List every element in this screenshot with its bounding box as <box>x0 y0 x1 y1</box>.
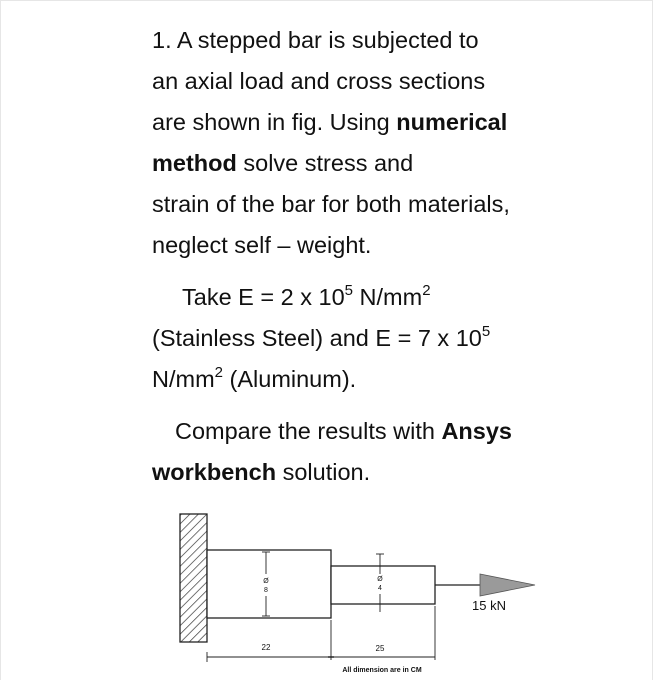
diameter-symbol-large: Ø <box>263 578 269 585</box>
load-arrow <box>435 574 535 596</box>
paragraph-compare <box>152 411 572 493</box>
materials-line-2 <box>152 318 572 359</box>
units-note: All dimension are in CM <box>342 667 422 674</box>
ansys-bold: Ansys <box>441 418 512 444</box>
e-steel-unit: N/mm <box>353 284 423 310</box>
diameter-value-small: 4 <box>378 585 382 592</box>
workbench-bold: workbench <box>152 459 277 485</box>
e-steel-value: Take E = 2 x 10 <box>182 284 345 310</box>
paragraph-problem <box>152 20 572 266</box>
compare-line-1-text: Compare the results with <box>175 418 442 444</box>
e-steel-exponent: 5 <box>344 282 353 299</box>
e-aluminum-unit-exponent: 2 <box>214 364 223 381</box>
e-aluminum-unit: N/mm <box>152 366 215 392</box>
problem-line-2: an axial load and cross sections <box>152 68 486 94</box>
problem-line-4-text: solve stress and <box>236 150 414 176</box>
problem-line-3-text: are shown in fig. Using <box>152 109 397 135</box>
dimension-line <box>207 652 435 662</box>
problem-line-1: 1. A stepped bar is subjected to <box>152 27 479 53</box>
diameter-symbol-small: Ø <box>377 576 383 583</box>
diameter-value-large: 8 <box>264 587 268 594</box>
length-large-section: 22 <box>261 643 271 652</box>
length-small-section: 25 <box>375 644 385 653</box>
compare-line-2 <box>152 452 572 493</box>
compare-line-1 <box>152 411 572 452</box>
e-aluminum-exponent: 5 <box>481 323 491 340</box>
load-label: 15 kN <box>472 598 506 613</box>
question-text <box>152 20 572 493</box>
aluminum-label: (Aluminum). <box>223 366 357 392</box>
e-aluminum-value: (Stainless Steel) and E = 7 x 10 <box>152 325 482 351</box>
bar-section-large <box>207 550 331 618</box>
bar-section-small <box>331 566 435 604</box>
problem-line-5: strain of the bar for both materials, <box>152 191 510 217</box>
problem-line-3 <box>152 102 572 143</box>
materials-line-1 <box>152 277 572 318</box>
fixed-wall-support <box>180 514 207 642</box>
numerical-bold: numerical <box>396 109 508 135</box>
materials-line-3 <box>152 359 572 400</box>
problem-line-6: neglect self – weight. <box>152 232 372 258</box>
paragraph-materials <box>152 277 572 400</box>
problem-line-4 <box>152 143 572 184</box>
stepped-bar-figure <box>170 508 550 681</box>
e-steel-unit-exponent: 2 <box>422 282 431 299</box>
method-bold: method <box>152 150 237 176</box>
compare-line-2-text: solution. <box>276 459 371 485</box>
